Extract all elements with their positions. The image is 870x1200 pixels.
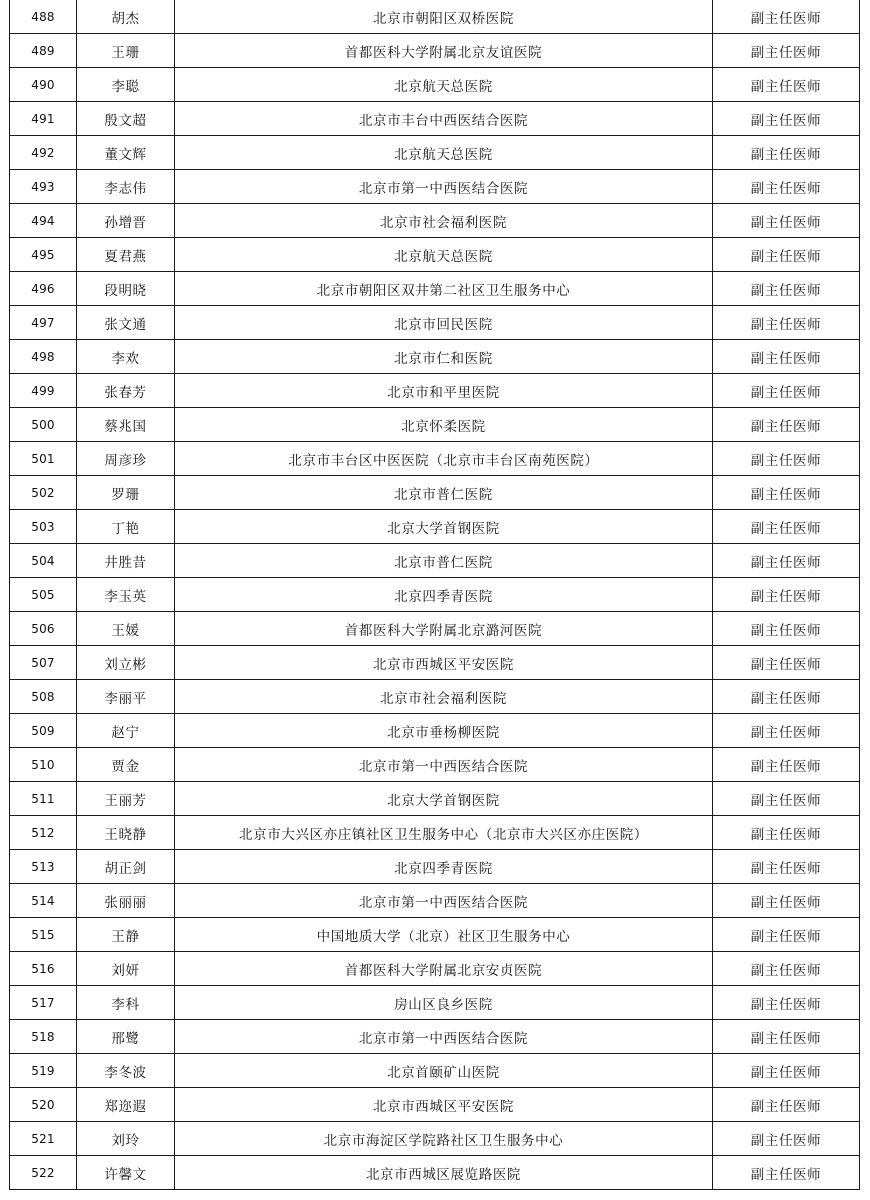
title-cell: 副主任医师: [713, 544, 860, 578]
institution-cell: 房山区良乡医院: [175, 986, 713, 1020]
name-cell: 胡正剑: [77, 850, 175, 884]
title-cell: 副主任医师: [713, 136, 860, 170]
name-cell: 刘玲: [77, 1122, 175, 1156]
name-cell: 李志伟: [77, 170, 175, 204]
table-row: [10, 68, 860, 102]
title-cell: 副主任医师: [713, 578, 860, 612]
name-cell: 刘立彬: [77, 646, 175, 680]
row-number-cell: 499: [10, 374, 77, 408]
institution-cell: 北京四季青医院: [175, 578, 713, 612]
roster-table-body: [10, 0, 860, 1190]
table-row: [10, 884, 860, 918]
institution-cell: 北京市西城区展览路医院: [175, 1156, 713, 1190]
name-cell: 张丽丽: [77, 884, 175, 918]
title-cell: 副主任医师: [713, 782, 860, 816]
name-cell: 夏君燕: [77, 238, 175, 272]
name-cell: 段明晓: [77, 272, 175, 306]
table-row: [10, 646, 860, 680]
institution-cell: 北京四季青医院: [175, 850, 713, 884]
institution-cell: 北京怀柔医院: [175, 408, 713, 442]
institution-cell: 北京市回民医院: [175, 306, 713, 340]
institution-cell: 中国地质大学（北京）社区卫生服务中心: [175, 918, 713, 952]
row-number-cell: 510: [10, 748, 77, 782]
name-cell: 殷文超: [77, 102, 175, 136]
name-cell: 张文通: [77, 306, 175, 340]
row-number-cell: 495: [10, 238, 77, 272]
institution-cell: 北京市第一中西医结合医院: [175, 1020, 713, 1054]
institution-cell: 北京市第一中西医结合医院: [175, 884, 713, 918]
row-number-cell: 513: [10, 850, 77, 884]
name-cell: 王珊: [77, 34, 175, 68]
row-number-cell: 497: [10, 306, 77, 340]
table-row: [10, 1156, 860, 1190]
title-cell: 副主任医师: [713, 102, 860, 136]
institution-cell: 北京首颐矿山医院: [175, 1054, 713, 1088]
table-row: [10, 408, 860, 442]
title-cell: 副主任医师: [713, 306, 860, 340]
institution-cell: 首都医科大学附属北京友谊医院: [175, 34, 713, 68]
row-number-cell: 522: [10, 1156, 77, 1190]
name-cell: 张春芳: [77, 374, 175, 408]
row-number-cell: 516: [10, 952, 77, 986]
row-number-cell: 501: [10, 442, 77, 476]
row-number-cell: 493: [10, 170, 77, 204]
table-row: [10, 374, 860, 408]
row-number-cell: 512: [10, 816, 77, 850]
title-cell: 副主任医师: [713, 442, 860, 476]
title-cell: 副主任医师: [713, 1122, 860, 1156]
row-number-cell: 519: [10, 1054, 77, 1088]
institution-cell: 北京市仁和医院: [175, 340, 713, 374]
table-row: [10, 136, 860, 170]
institution-cell: 北京市普仁医院: [175, 476, 713, 510]
institution-cell: 北京市社会福利医院: [175, 680, 713, 714]
title-cell: 副主任医师: [713, 850, 860, 884]
name-cell: 李聪: [77, 68, 175, 102]
institution-cell: 北京市垂杨柳医院: [175, 714, 713, 748]
row-number-cell: 492: [10, 136, 77, 170]
table-row: [10, 204, 860, 238]
name-cell: 王晓静: [77, 816, 175, 850]
row-number-cell: 509: [10, 714, 77, 748]
name-cell: 周彦珍: [77, 442, 175, 476]
name-cell: 李欢: [77, 340, 175, 374]
institution-cell: 北京市西城区平安医院: [175, 1088, 713, 1122]
institution-cell: 北京市丰台区中医医院（北京市丰台区南苑医院）: [175, 442, 713, 476]
title-cell: 副主任医师: [713, 204, 860, 238]
institution-cell: 北京市海淀区学院路社区卫生服务中心: [175, 1122, 713, 1156]
table-row: [10, 748, 860, 782]
table-row: [10, 170, 860, 204]
table-row: [10, 816, 860, 850]
institution-cell: 北京航天总医院: [175, 136, 713, 170]
row-number-cell: 503: [10, 510, 77, 544]
institution-cell: 北京大学首钢医院: [175, 510, 713, 544]
name-cell: 李科: [77, 986, 175, 1020]
institution-cell: 北京航天总医院: [175, 238, 713, 272]
institution-cell: 北京市和平里医院: [175, 374, 713, 408]
institution-cell: 北京市朝阳区双桥医院: [175, 0, 713, 34]
table-row: [10, 952, 860, 986]
title-cell: 副主任医师: [713, 1020, 860, 1054]
name-cell: 孙增晋: [77, 204, 175, 238]
title-cell: 副主任医师: [713, 680, 860, 714]
table-row: [10, 510, 860, 544]
table-row: [10, 272, 860, 306]
name-cell: 丁艳: [77, 510, 175, 544]
title-cell: 副主任医师: [713, 884, 860, 918]
title-cell: 副主任医师: [713, 68, 860, 102]
table-row: [10, 782, 860, 816]
roster-table: [9, 0, 860, 1190]
table-row: [10, 238, 860, 272]
name-cell: 蔡兆国: [77, 408, 175, 442]
institution-cell: 北京市丰台中西医结合医院: [175, 102, 713, 136]
title-cell: 副主任医师: [713, 612, 860, 646]
title-cell: 副主任医师: [713, 340, 860, 374]
row-number-cell: 504: [10, 544, 77, 578]
title-cell: 副主任医师: [713, 476, 860, 510]
row-number-cell: 491: [10, 102, 77, 136]
table-row: [10, 1088, 860, 1122]
document-page: [9, 0, 859, 1190]
title-cell: 副主任医师: [713, 510, 860, 544]
title-cell: 副主任医师: [713, 816, 860, 850]
title-cell: 副主任医师: [713, 1054, 860, 1088]
title-cell: 副主任医师: [713, 272, 860, 306]
institution-cell: 首都医科大学附属北京安贞医院: [175, 952, 713, 986]
institution-cell: 北京大学首钢医院: [175, 782, 713, 816]
institution-cell: 北京市第一中西医结合医院: [175, 748, 713, 782]
institution-cell: 北京市大兴区亦庄镇社区卫生服务中心（北京市大兴区亦庄医院）: [175, 816, 713, 850]
title-cell: 副主任医师: [713, 1088, 860, 1122]
title-cell: 副主任医师: [713, 714, 860, 748]
row-number-cell: 496: [10, 272, 77, 306]
table-row: [10, 340, 860, 374]
name-cell: 胡杰: [77, 0, 175, 34]
row-number-cell: 517: [10, 986, 77, 1020]
table-row: [10, 578, 860, 612]
name-cell: 董文辉: [77, 136, 175, 170]
table-row: [10, 680, 860, 714]
table-row: [10, 918, 860, 952]
title-cell: 副主任医师: [713, 918, 860, 952]
institution-cell: 北京航天总医院: [175, 68, 713, 102]
name-cell: 李丽平: [77, 680, 175, 714]
institution-cell: 首都医科大学附属北京潞河医院: [175, 612, 713, 646]
table-row: [10, 850, 860, 884]
name-cell: 贾金: [77, 748, 175, 782]
row-number-cell: 511: [10, 782, 77, 816]
name-cell: 赵宁: [77, 714, 175, 748]
table-row: [10, 34, 860, 68]
name-cell: 王静: [77, 918, 175, 952]
title-cell: 副主任医师: [713, 986, 860, 1020]
name-cell: 井胜昔: [77, 544, 175, 578]
table-row: [10, 442, 860, 476]
row-number-cell: 518: [10, 1020, 77, 1054]
row-number-cell: 502: [10, 476, 77, 510]
name-cell: 王丽芳: [77, 782, 175, 816]
table-row: [10, 714, 860, 748]
name-cell: 罗珊: [77, 476, 175, 510]
title-cell: 副主任医师: [713, 238, 860, 272]
row-number-cell: 500: [10, 408, 77, 442]
row-number-cell: 490: [10, 68, 77, 102]
row-number-cell: 506: [10, 612, 77, 646]
name-cell: 李冬波: [77, 1054, 175, 1088]
institution-cell: 北京市社会福利医院: [175, 204, 713, 238]
table-row: [10, 612, 860, 646]
name-cell: 郑迩遐: [77, 1088, 175, 1122]
name-cell: 李玉英: [77, 578, 175, 612]
institution-cell: 北京市第一中西医结合医院: [175, 170, 713, 204]
row-number-cell: 507: [10, 646, 77, 680]
title-cell: 副主任医师: [713, 952, 860, 986]
row-number-cell: 515: [10, 918, 77, 952]
title-cell: 副主任医师: [713, 1156, 860, 1190]
row-number-cell: 514: [10, 884, 77, 918]
title-cell: 副主任医师: [713, 408, 860, 442]
name-cell: 许馨文: [77, 1156, 175, 1190]
table-row: [10, 1020, 860, 1054]
row-number-cell: 505: [10, 578, 77, 612]
institution-cell: 北京市朝阳区双井第二社区卫生服务中心: [175, 272, 713, 306]
table-row: [10, 0, 860, 34]
table-row: [10, 306, 860, 340]
table-row: [10, 1054, 860, 1088]
row-number-cell: 508: [10, 680, 77, 714]
institution-cell: 北京市西城区平安医院: [175, 646, 713, 680]
row-number-cell: 494: [10, 204, 77, 238]
name-cell: 邢鹭: [77, 1020, 175, 1054]
title-cell: 副主任医师: [713, 646, 860, 680]
title-cell: 副主任医师: [713, 170, 860, 204]
row-number-cell: 520: [10, 1088, 77, 1122]
table-row: [10, 544, 860, 578]
title-cell: 副主任医师: [713, 0, 860, 34]
row-number-cell: 521: [10, 1122, 77, 1156]
row-number-cell: 488: [10, 0, 77, 34]
name-cell: 刘妍: [77, 952, 175, 986]
name-cell: 王媛: [77, 612, 175, 646]
title-cell: 副主任医师: [713, 34, 860, 68]
title-cell: 副主任医师: [713, 374, 860, 408]
table-row: [10, 102, 860, 136]
title-cell: 副主任医师: [713, 748, 860, 782]
row-number-cell: 489: [10, 34, 77, 68]
table-row: [10, 1122, 860, 1156]
table-row: [10, 476, 860, 510]
institution-cell: 北京市普仁医院: [175, 544, 713, 578]
row-number-cell: 498: [10, 340, 77, 374]
table-row: [10, 986, 860, 1020]
